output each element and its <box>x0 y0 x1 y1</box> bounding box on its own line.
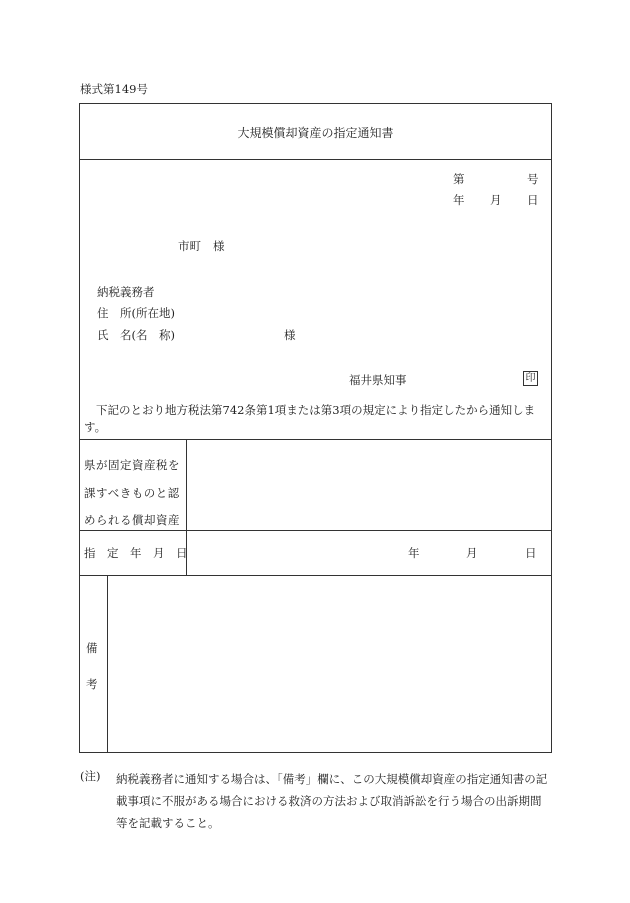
notice-text: 下記のとおり地方税法第742条第1項または第3項の規定により指定したから通知します。 <box>84 403 536 434</box>
note-prefix: (注) <box>80 769 101 783</box>
date-divider <box>79 575 552 576</box>
designation-date-day: 日 <box>525 546 537 560</box>
number-go: 号 <box>527 172 539 186</box>
taxpayer-heading: 納税義務者 <box>97 285 155 299</box>
remarks-column-divider <box>107 575 108 753</box>
assets-label-line-2: 課すべきものと認 <box>84 485 180 500</box>
assets-label-line-1: 県が固定資産税を <box>84 458 180 472</box>
taxpayer-honorific: 様 <box>284 328 296 342</box>
remarks-label-2: 考 <box>86 677 98 691</box>
issuer: 福井県知事 <box>349 373 407 387</box>
designation-date-label: 指 定 年 月 日 <box>84 546 188 560</box>
designation-date-year: 年 <box>408 546 420 560</box>
remarks-label-1: 備 <box>86 641 98 655</box>
assets-label-line-3: められる償却資産 <box>84 513 180 527</box>
taxpayer-address-label: 住 所(所在地) <box>97 306 175 320</box>
addressee-city: 市町 <box>178 239 201 253</box>
addressee-honorific: 様 <box>213 239 225 253</box>
date-day: 日 <box>527 193 539 207</box>
designation-date-month: 月 <box>466 546 478 560</box>
note-text: 納税義務者に通知する場合は、「備考」欄に、この大規模償却資産の指定通知書の記載事項に不服がある場合における救済の方法および取消訴訟を行う場合の出訴期間等を記載すること。 <box>116 772 548 830</box>
document-title: 大規模償却資産の指定通知書 <box>237 126 394 140</box>
date-year: 年 <box>453 193 465 207</box>
notice-divider <box>79 439 552 440</box>
taxpayer-name-label: 氏 名(名 称) <box>97 328 175 342</box>
form-number: 様式第149号 <box>80 82 148 96</box>
date-month: 月 <box>490 193 502 207</box>
number-dai: 第 <box>453 172 465 186</box>
title-divider <box>79 159 552 160</box>
assets-label <box>84 452 188 535</box>
seal-mark: 印 <box>523 371 538 386</box>
